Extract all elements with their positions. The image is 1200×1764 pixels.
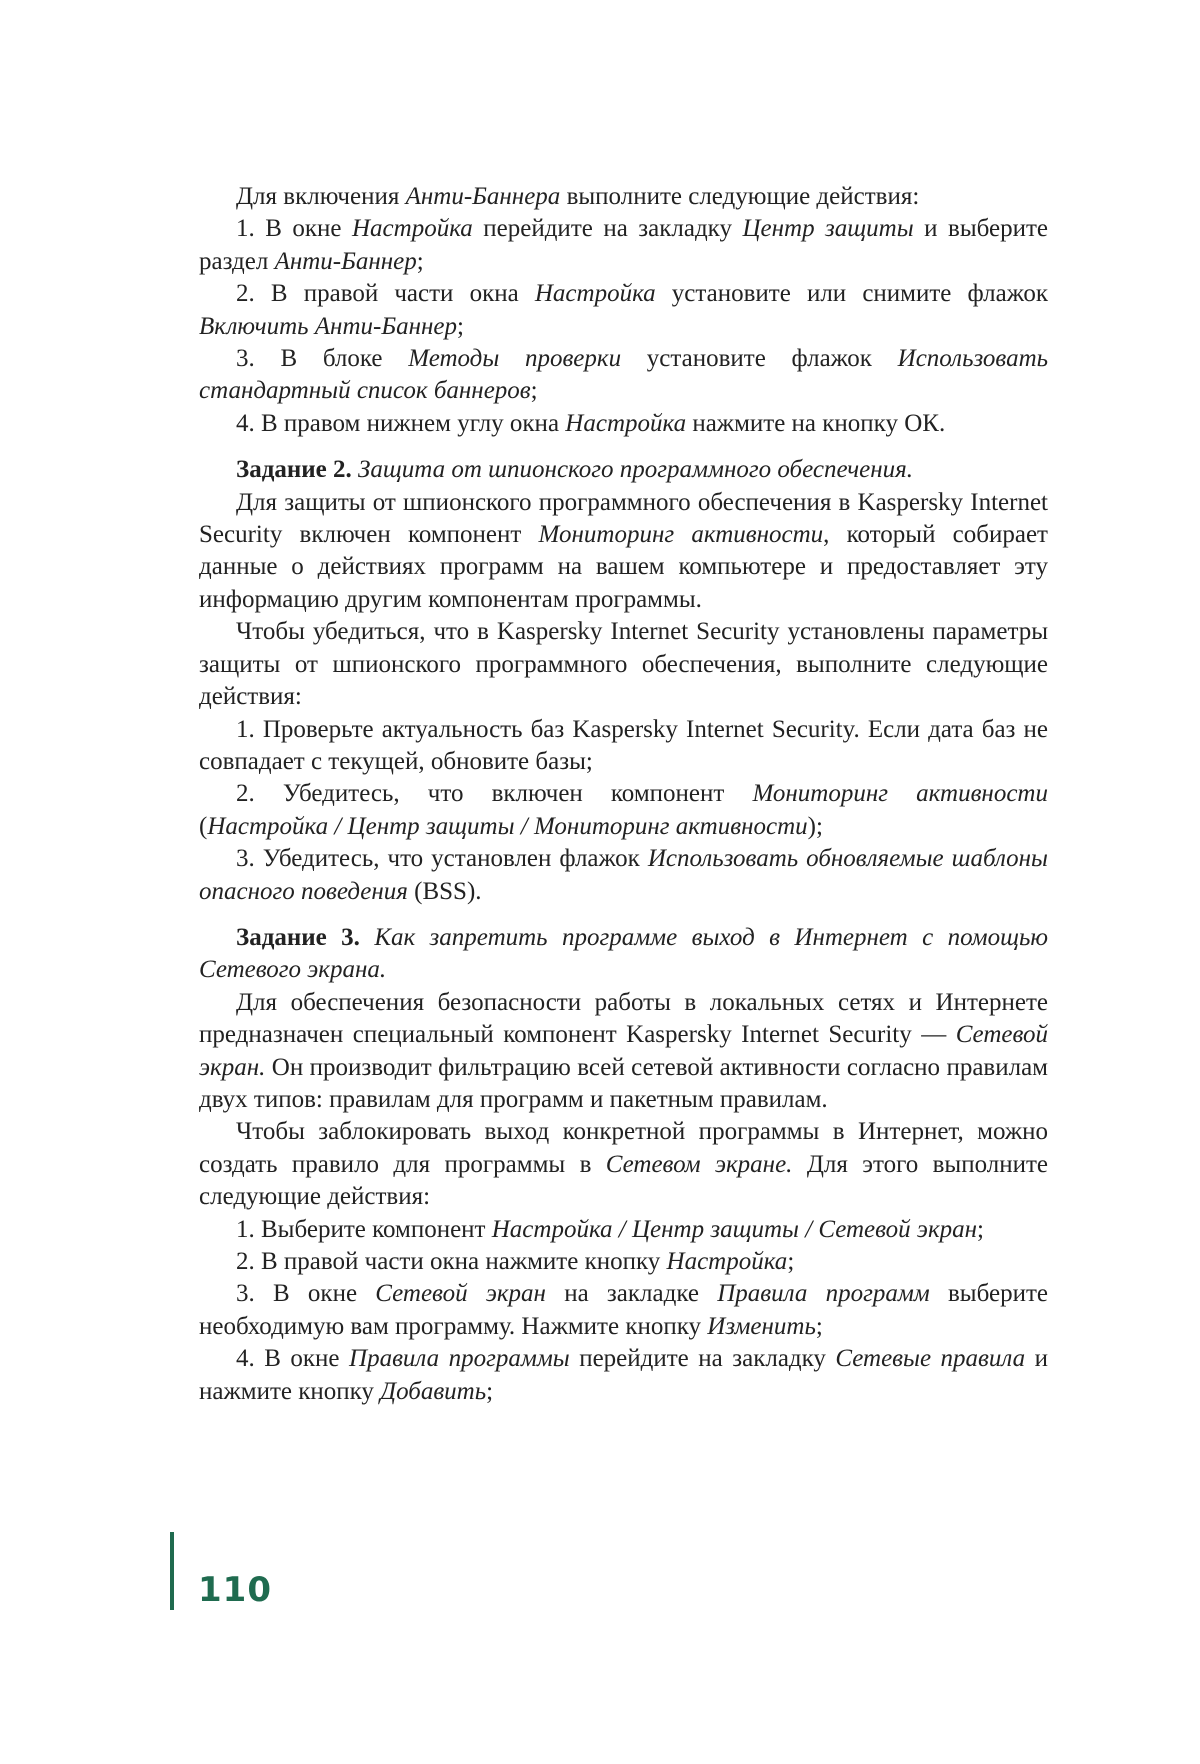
text-run: установите или снимите флажок [655,280,1048,308]
text-run: , который собирает данные о действиях программ на вашем компьютере и предоставляет эту информацию другим компонентам программы. [199,521,1048,613]
italic-term: Анти-Баннер [274,247,417,275]
paragraph [199,454,1048,486]
text-run: 3. В блоке [236,345,409,373]
text-run: и выберите раздел [199,215,1049,275]
text-run: 1. Выберите компонент [236,1215,492,1243]
text-run: Чтобы заблокировать выход конкретной программы в Интернет, можно создать правило для программы в [199,1118,1048,1178]
text-run: 1. Проверьте актуальность баз Kaspersky Internet Security. Если дата баз не совпадает с текущей, обновите базы; [199,715,1048,775]
italic-term: Методы проверки [408,345,622,373]
task-heading: Задание 3. [236,923,360,951]
paragraph [199,1246,1048,1278]
text-run: выберите необходимую вам программу. Нажмите кнопку [199,1280,1048,1340]
text-run: 2. В правой части окна нажмите кнопку [236,1248,667,1275]
text-run: выполните следующие действия: [560,183,920,210]
text-run: Чтобы убедиться, что в Kaspersky Internet Security установлены параметры защиты от шпионского программного обеспечения, выполните следующие действия: [199,618,1048,711]
page-number-accent-bar [170,1532,174,1610]
task-heading: Задание 2. [236,456,352,484]
paragraph [199,487,1048,617]
text-run: 4. В правом нижнем углу окна [236,409,566,437]
text-run: 4. В окне [236,1345,350,1373]
paragraph [199,181,1048,213]
paragraph [199,778,1048,843]
italic-term: Использовать стандартный список баннеров [199,345,1048,405]
text-run: 2. Убедитесь, что включен компонент [236,780,753,808]
text-run: ( [199,812,208,840]
text-run: 2. В правой части окна [236,280,535,308]
page-number: 110 [198,1570,272,1610]
text-run: Он производит фильтрацию всей сетевой активности согласно правилам двух типов: правилам для программ и пакетным правилам. [199,1053,1048,1113]
italic-term: Настройка / Центр защиты / Мониторинг активности [207,812,808,840]
paragraph [199,616,1048,713]
text-run: (BSS). [407,877,482,905]
text-run: 3. В окне [236,1280,376,1308]
paragraph [199,1214,1048,1246]
text-run: ; [486,1377,494,1405]
paragraph [199,987,1048,1117]
italic-term: Правила программы [349,1345,570,1373]
italic-term: Сетевом экране. [605,1150,793,1178]
italic-term: Добавить [380,1377,487,1405]
paragraph [199,714,1048,779]
paragraph [199,213,1048,278]
italic-term: Как запретить программе выход в Интернет с помощью Сетевого экрана. [199,923,1049,984]
page-body-text [199,181,1048,1408]
paragraph [199,922,1048,987]
italic-term: Мониторинг активности [538,521,824,549]
text-run: на закладке [545,1280,718,1308]
paragraph [199,1343,1048,1408]
text-run: нажмите на кнопку ОК. [686,409,946,437]
text-run: Для этого выполните следующие действия: [199,1150,1048,1211]
italic-term: Правила программ [717,1280,930,1308]
italic-term: Анти-Баннера [405,183,561,210]
italic-term: Защита от шпионского программного обеспечения. [358,456,914,484]
text-run: 1. В окне [236,215,352,243]
italic-term: Настройка [565,409,687,437]
italic-term: Сетевой экран. [199,1021,1048,1081]
paragraph [199,278,1048,343]
italic-term: Изменить [707,1312,816,1340]
text-run: перейдите на закладку [472,215,743,243]
text-run: ; [977,1215,984,1243]
italic-term: Настройка [666,1248,788,1275]
italic-term: Включить Анти-Баннер [199,312,457,340]
paragraph [199,843,1048,908]
text-run: ; [416,247,424,275]
text-run: и нажмите кнопку [199,1345,1048,1405]
paragraph [199,1278,1048,1343]
text-run: ; [456,312,464,340]
italic-term: Мониторинг активности [752,780,1048,808]
italic-term: Центр защиты [742,215,914,243]
paragraph [199,343,1048,408]
text-run [360,924,374,951]
text-run: установите флажок [621,345,898,373]
text-run: ; [815,1312,823,1340]
text-run: ; [787,1248,795,1275]
text-run: перейдите на закладку [569,1345,836,1373]
text-run: Для защиты от шпионского программного обеспечения в Kaspersky Internet Security включен компонент [199,488,1048,549]
text-run: ); [807,812,823,840]
italic-term: Настройка / Центр защиты / Сетевой экран [491,1215,978,1243]
paragraph [199,1116,1048,1213]
paragraph [199,408,1048,440]
text-run: ; [530,377,538,405]
text-run: Для обеспечения безопасности работы в локальных сетях и Интернете предназначен специальный компонент Kaspersky Internet Security — [199,988,1048,1049]
text-run: 3. Убедитесь, что установлен флажок [236,845,648,873]
italic-term: Настройка [352,215,473,243]
text-run: Для включения [236,183,406,210]
italic-term: Сетевой экран [375,1280,546,1308]
italic-term: Использовать обновляемые шаблоны опасного поведения [199,845,1048,905]
italic-term: Настройка [534,280,656,308]
italic-term: Сетевые правила [835,1345,1026,1373]
